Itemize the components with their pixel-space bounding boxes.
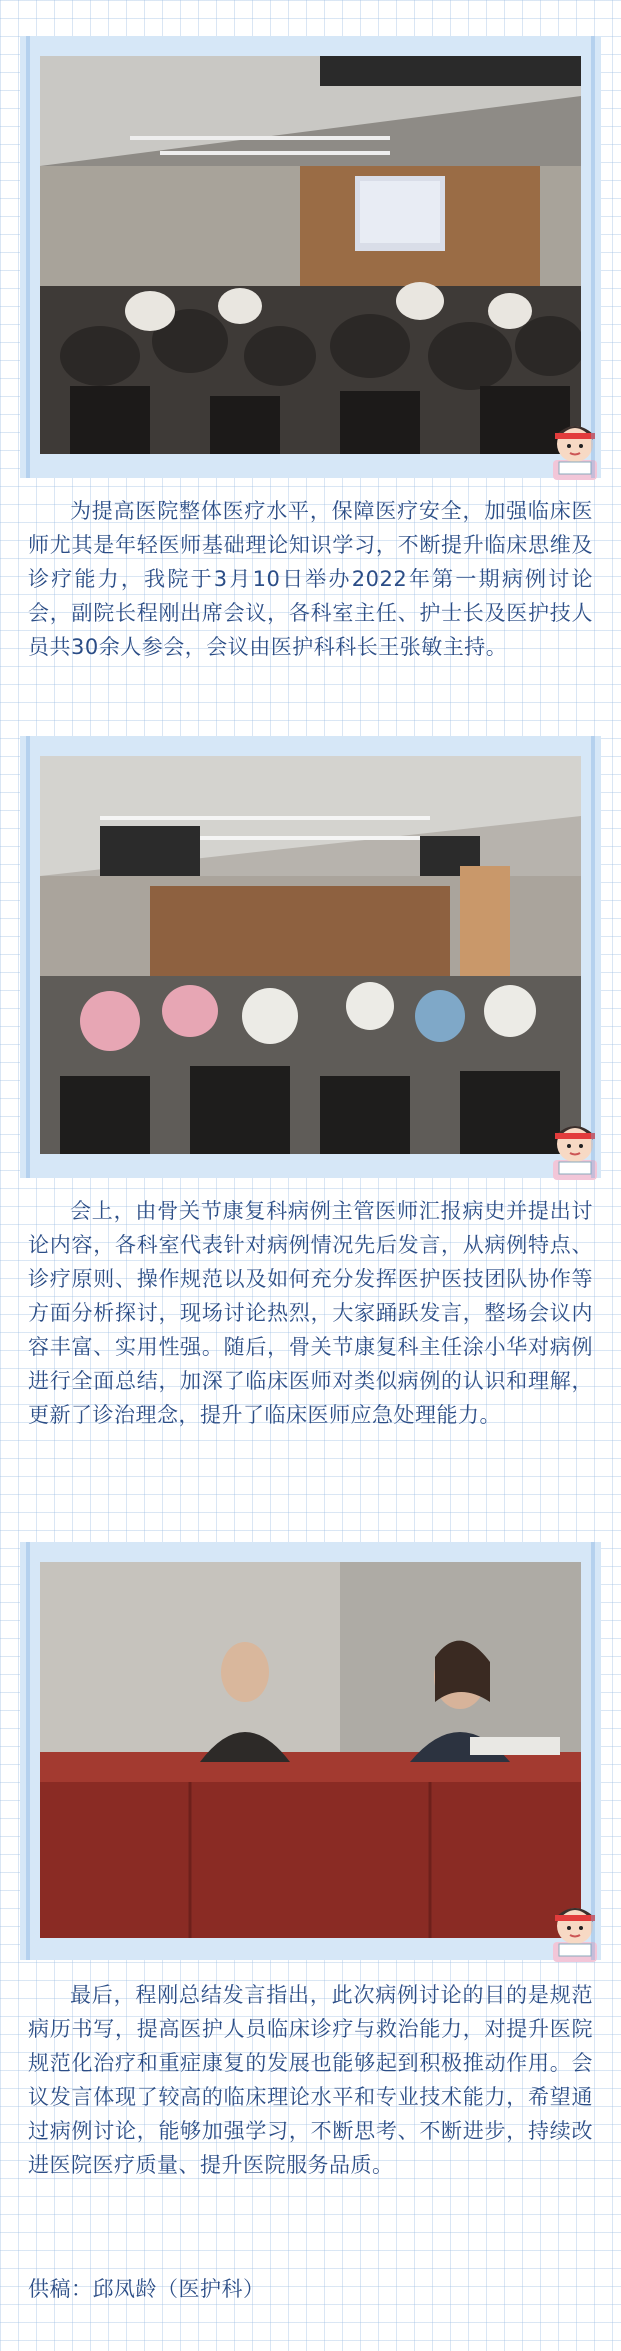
author-credit: 供稿：邱凤龄（医护科） [28,2277,265,2301]
photo-frame-1 [20,36,601,478]
meeting-photo-1 [40,56,581,454]
paragraph-intro: 为提高医院整体医疗水平，保障医疗安全，加强临床医师尤其是年轻医师基础理论知识学习，不断提升临床思维及诊疗能力，我院于3月10日举办2022年第一期病例讨论会，副院长程刚出席会议，各科室主任、护士长及医护技人员共30余人参会，会议由医护科科长王张敏主持。 [28,499,593,659]
paragraph-conclusion: 最后，程刚总结发言指出，此次病例讨论的目的是规范病历书写，提高医护人员临床诊疗与救治能力，对提升医院规范化治疗和重症康复的发展也能够起到积极推动作用。会议发言体现了较高的临床理论水平和专业技术能力，希望通过病例讨论，能够加强学习，不断思考、不断进步，持续改进医院医疗质量、提升医院服务品质。 [28,1983,593,2177]
paragraph-discussion: 会上，由骨关节康复科病例主管医师汇报病史并提出讨论内容，各科室代表针对病例情况先后发言，从病例特点、诊疗原则、操作规范以及如何充分发挥医护医技团队协作等方面分析探讨，现场讨论热烈，大家踊跃发言，整场会议内容丰富、实用性强。随后，骨关节康复科主任涂小华对病例进行全面总结，加深了临床医师对类似病例的认识和理解，更新了诊治理念，提升了临床医师应急处理能力。 [28,1199,593,1427]
child-with-headband-reading-icon [545,1116,605,1182]
meeting-photo-2 [40,756,581,1154]
meeting-photo-3 [40,1562,581,1938]
photo-frame-3 [20,1542,601,1960]
child-with-headband-reading-icon [545,1898,605,1964]
child-with-headband-reading-icon [545,416,605,482]
photo-frame-2 [20,736,601,1178]
